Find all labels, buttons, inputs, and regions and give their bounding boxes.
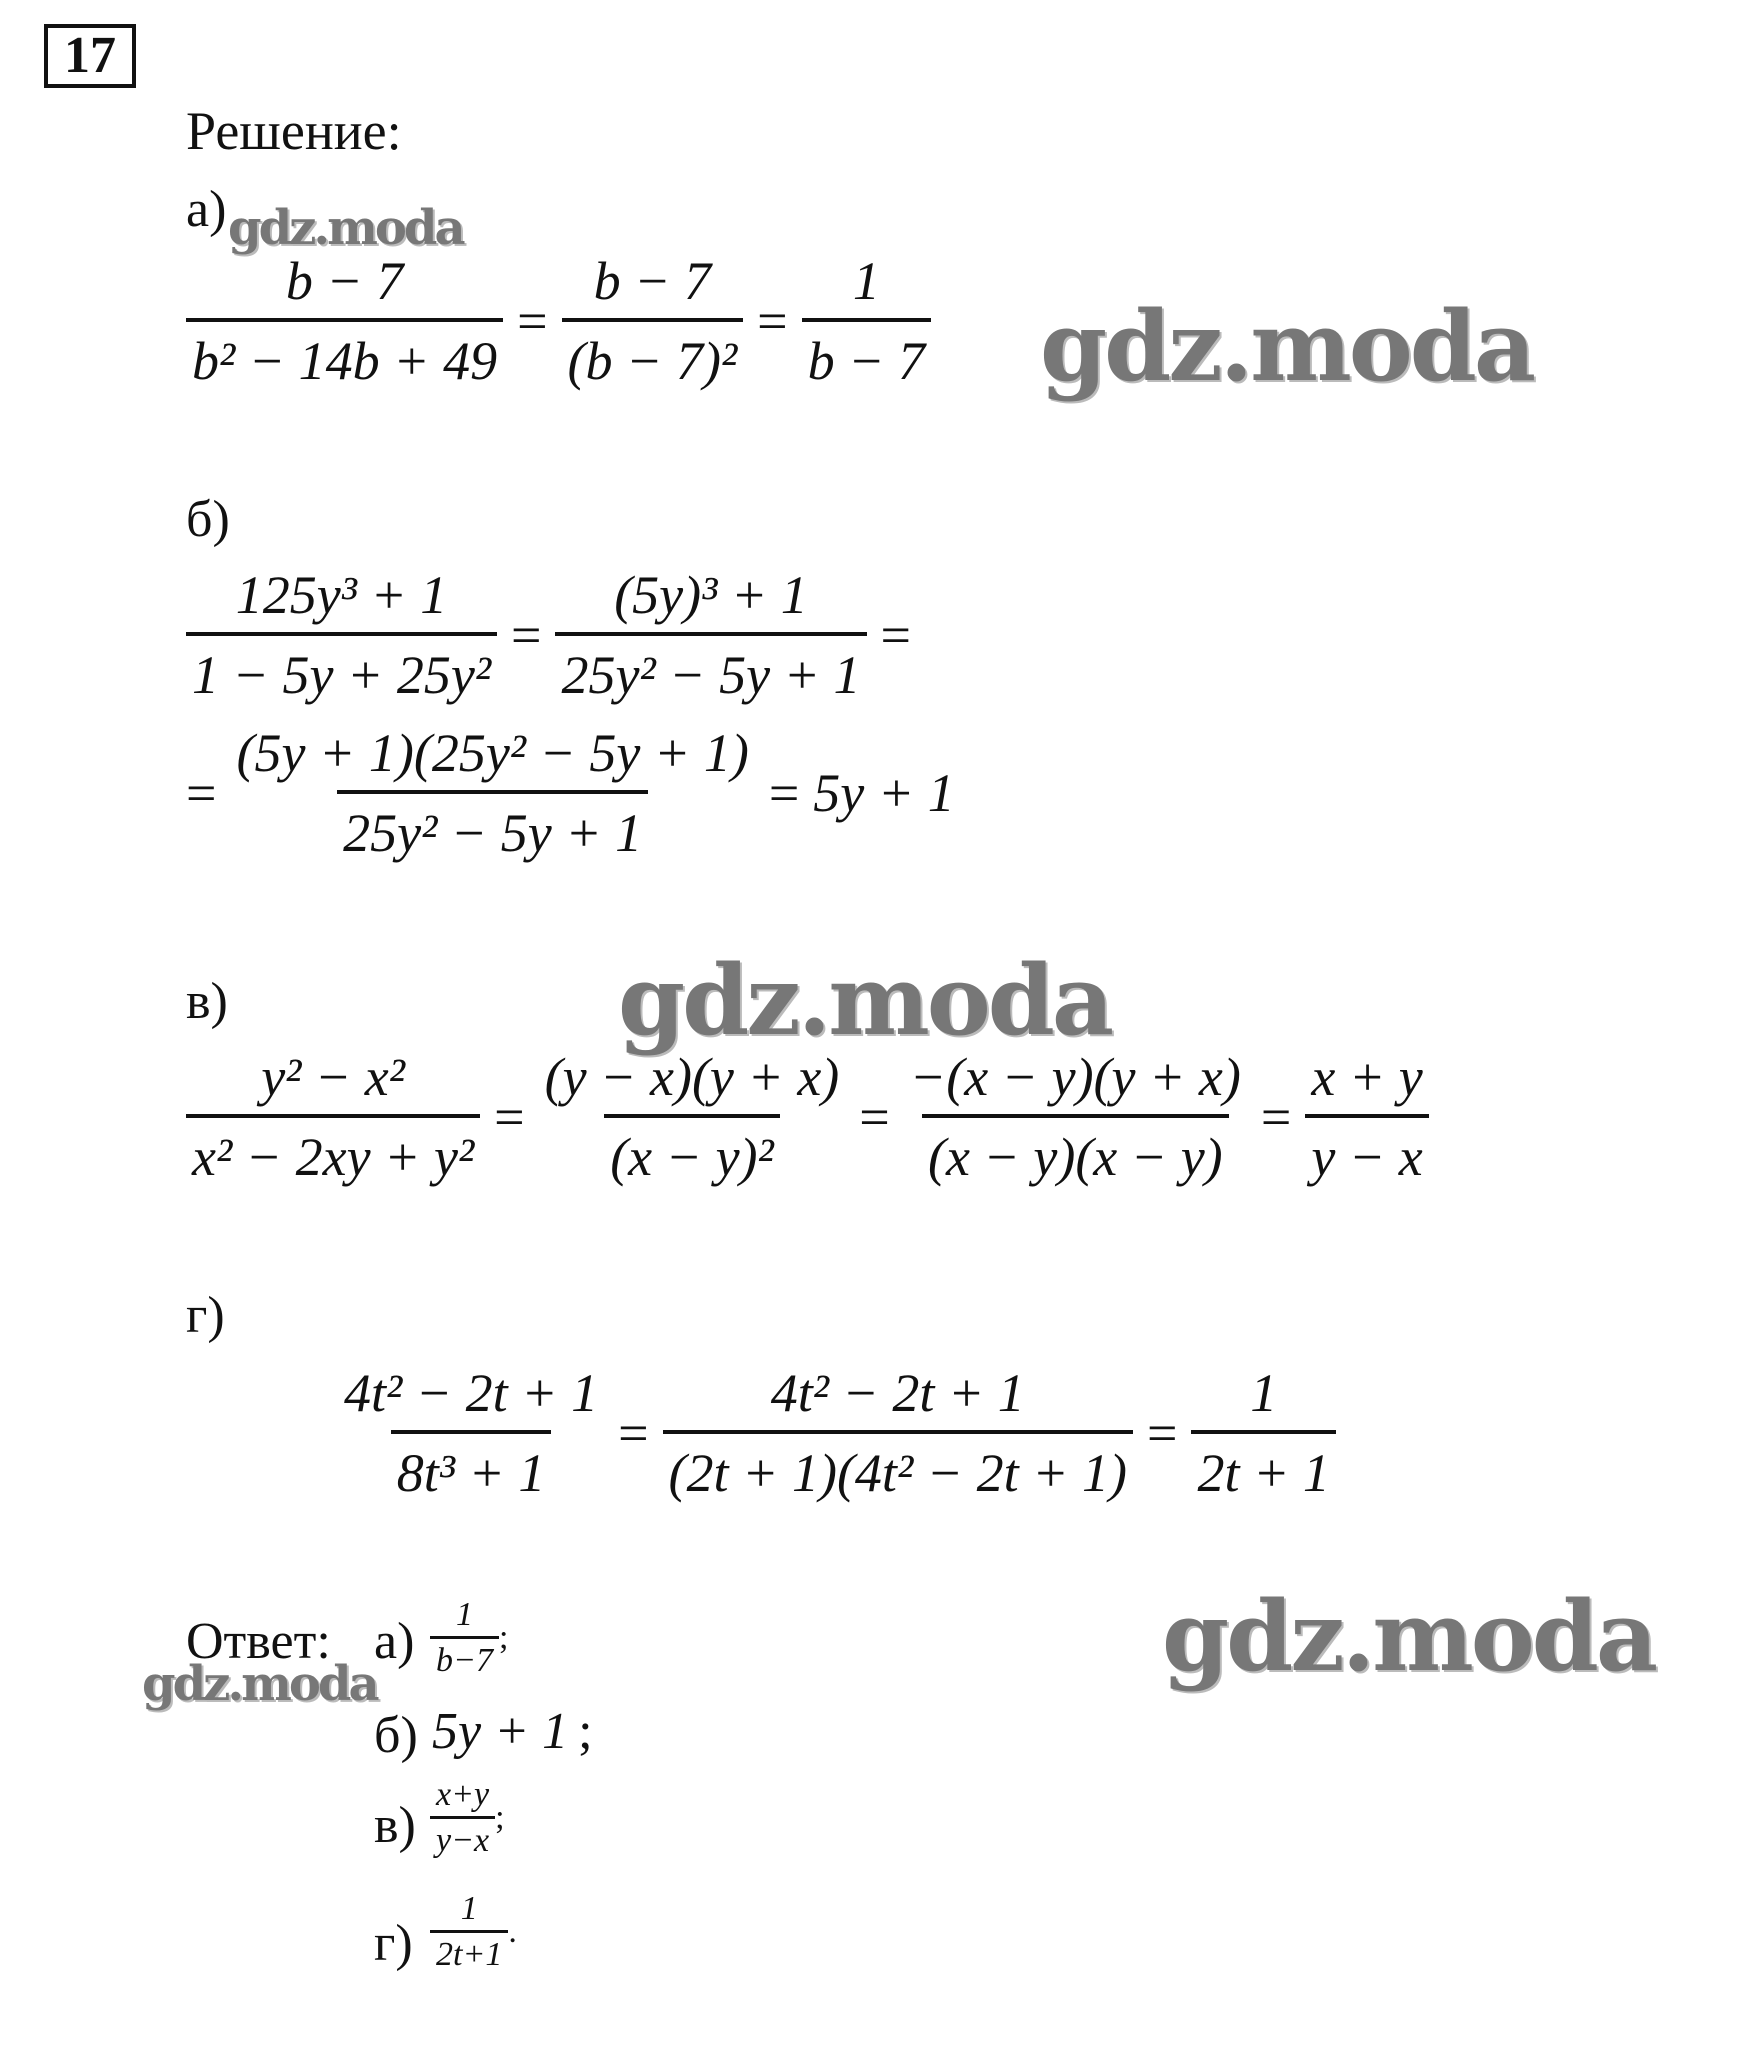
denominator: x² − 2xy + y²	[186, 1114, 480, 1188]
answer-b-value: 5y + 1	[432, 1703, 569, 1760]
answer-g	[430, 1890, 517, 1974]
denominator: (b − 7)²	[562, 318, 744, 392]
numerator: 1	[455, 1596, 473, 1633]
numerator: (5y + 1)(25y² − 5y + 1)	[236, 723, 749, 783]
denominator: b − 7	[802, 318, 931, 392]
fraction	[230, 722, 754, 864]
numerator: b − 7	[593, 251, 712, 311]
equals-sign: =	[494, 1087, 525, 1147]
equals-sign: =	[511, 605, 542, 665]
numerator: (y − x)(y + x)	[544, 1047, 840, 1107]
numerator: 4t² − 2t + 1	[344, 1363, 599, 1423]
numerator: x+y	[436, 1776, 490, 1813]
part-g-equation	[338, 1362, 1336, 1504]
numerator: b − 7	[285, 251, 404, 311]
answer-v	[430, 1776, 505, 1860]
numerator: 4t² − 2t + 1	[770, 1363, 1025, 1423]
fraction	[555, 564, 866, 706]
numerator: 1	[852, 251, 880, 311]
denominator: y−x	[430, 1816, 495, 1860]
equals-sign: =	[1147, 1403, 1178, 1463]
punctuation: ;	[495, 1799, 505, 1836]
equals-sign: =	[186, 763, 217, 823]
equals-sign: =	[880, 605, 911, 665]
answer-a	[430, 1596, 508, 1680]
denominator: b−7	[430, 1636, 499, 1680]
denominator: 2t + 1	[1191, 1430, 1335, 1504]
punctuation: ;	[498, 1619, 509, 1656]
punctuation: .	[508, 1913, 517, 1950]
numerator: y² − x²	[261, 1047, 405, 1107]
watermark: gdz.moda	[1162, 1580, 1656, 1693]
solution-heading: Решение:	[186, 101, 402, 161]
punctuation: ;	[578, 1703, 593, 1760]
denominator: 1 − 5y + 25y²	[186, 632, 497, 706]
answer-b-label: б)	[374, 1707, 418, 1764]
fraction	[186, 250, 503, 392]
part-b-equation-line1	[186, 564, 925, 706]
part-v-equation	[186, 1046, 1429, 1188]
fraction	[338, 1362, 604, 1504]
fraction	[1191, 1362, 1335, 1504]
denominator: 25y² − 5y + 1	[555, 632, 866, 706]
numerator: −(x − y)(y + x)	[909, 1047, 1241, 1107]
numerator: 1	[460, 1890, 478, 1927]
fraction	[539, 1046, 846, 1188]
numerator: 125y³ + 1	[235, 565, 448, 625]
answer-b	[432, 1702, 593, 1761]
denominator: (x − y)²	[604, 1114, 780, 1188]
watermark: gdz.moda	[142, 1656, 377, 1712]
equals-sign: =	[517, 291, 548, 351]
fraction	[904, 1046, 1247, 1188]
numerator: 1	[1250, 1363, 1278, 1423]
denominator: 2t+1	[430, 1930, 508, 1974]
watermark: gdz.moda	[228, 200, 463, 256]
denominator: (2t + 1)(4t² − 2t + 1)	[663, 1430, 1133, 1504]
part-b-result: 5y + 1	[813, 763, 955, 823]
equals-sign: =	[757, 291, 788, 351]
part-a-equation	[186, 250, 931, 392]
denominator: y − x	[1305, 1114, 1428, 1188]
equals-sign: =	[1260, 1087, 1292, 1147]
problem-number-badge: 17	[44, 24, 136, 88]
fraction	[562, 250, 744, 392]
answer-g-label: г)	[374, 1915, 413, 1972]
part-b-equation-line2	[186, 722, 955, 864]
fraction	[663, 1362, 1133, 1504]
equals-sign: =	[859, 1087, 890, 1147]
fraction	[430, 1890, 508, 1974]
part-b-label: б)	[186, 491, 230, 548]
fraction	[1305, 1046, 1428, 1188]
part-a-label: а)	[186, 181, 227, 238]
fraction	[430, 1776, 495, 1860]
denominator: b² − 14b + 49	[186, 318, 503, 392]
answer-v-label: в)	[374, 1797, 416, 1854]
numerator: (5y)³ + 1	[614, 565, 808, 625]
denominator: 25y² − 5y + 1	[337, 790, 648, 864]
answer-title: Ответ:	[186, 1613, 331, 1670]
answer-a-label: а)	[374, 1613, 415, 1670]
denominator: 8t³ + 1	[391, 1430, 552, 1504]
equals-sign: =	[618, 1403, 649, 1463]
fraction	[186, 1046, 480, 1188]
fraction	[802, 250, 931, 392]
part-g-label: г)	[186, 1287, 225, 1344]
denominator: (x − y)(x − y)	[922, 1114, 1229, 1188]
part-v-label: в)	[186, 973, 228, 1030]
fraction	[186, 564, 497, 706]
watermark: gdz.moda	[1040, 290, 1534, 403]
equals-sign: =	[768, 763, 800, 823]
numerator: x + y	[1311, 1047, 1423, 1107]
watermark: gdz.moda	[618, 944, 1112, 1057]
fraction	[430, 1596, 499, 1680]
